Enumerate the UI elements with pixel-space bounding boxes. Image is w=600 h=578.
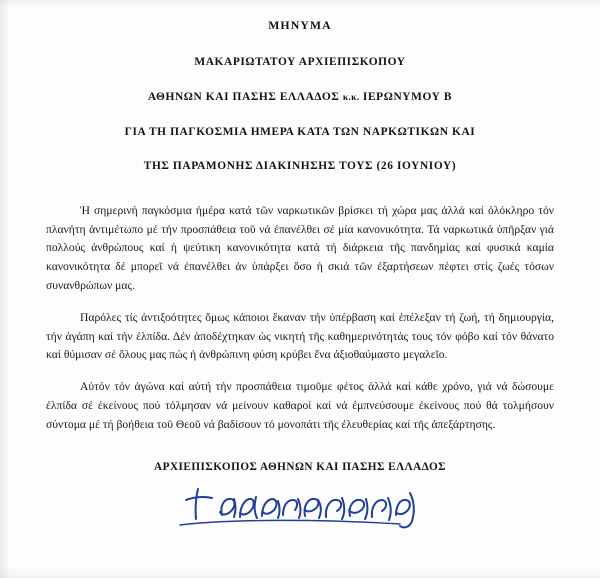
handwritten-signature-icon [170,479,430,531]
heading-line-occasion-2: ΤΗΣ ΠΑΡΑΜΟΝΗΣ ΔΙΑΚΙΝΗΣΗΣ ΤΟΥΣ (26 ΙΟΥΝΙΟΥ) [143,160,457,173]
heading-line-occasion-1: ΓΙΑ ΤΗ ΠΑΓΚΟΣΜΙΑ ΗΜΕΡΑ ΚΑΤΑ ΤΩΝ ΝΑΡΚΩΤΙΚΩΝ ΚΑΙ [124,125,476,138]
heading-see-after: ΙΕΡΩΝΥΜΟΥ Β [359,90,453,103]
paragraph: Παρόλες τίς ἀντιξοότητες ὅμως κάποιοι ἔκαναν τήν ὑπέρβαση καί ἐπέλεξαν τή ζωή, τή δημιουργία, τήν ἀγάπη καί τήν ἐλπίδα. Δέν ἀποδέχτηκαν ὡς νικητή τῆς καθημερινότητάς τους τόν φόβο καί τόν θάνατο καί θύμισαν σέ ὅλους μας πώς ἡ ἀνθρώπινη φύση κρύβει ἕνα ἀξιοθαύμαστο μεγαλεῖο. [46,310,554,362]
paragraph: Ἡ σημερινή παγκόσμια ἡμέρα κατά τῶν ναρκωτικῶν βρίσκει τή χώρα μας ἀλλά καί ὁλόκληρο τόν πλανήτη ἀντιμέτωπο μέ τήν προσπάθεια τοῦ νά ἐπανέλθει σέ μία κανονικότητα. Τά ναρκωτικά ὑπῆρξαν γιά πολλούς ἀνθρώπους καί ἡ ψεύτικη κανονικότητα κατά τή διάρκεια τῆς πανδημίας καί φυσικά καμία κανονικότητα δέ μπορεῖ νά ἐπανέλθει ἀν ὑπάρξει ὅσο ἡ σκιά τῶν ἐξαρτήσεων πέφτει στίς ζωές τόσων συνανθρώπων μας. [46,203,554,293]
document-title: ΜΗΝΥΜΑ [268,18,332,32]
document-heading [46,18,554,174]
heading-line-see [46,91,554,105]
page-bottom-shadow [0,568,600,578]
heading-see-abbrev: κ.κ. [342,91,360,103]
signature-mark [46,479,554,531]
heading-line-archbishop: ΜΑΚΑΡΙΩΤΑΤΟΥ ΑΡΧΙΕΠΙΣΚΟΠΟΥ [194,56,406,69]
page-left-shadow [0,0,10,578]
paragraph: Αὐτόν τόν ἀγώνα καί αὐτή τήν προσπάθεια τιμοῦμε φέτος ἀλλά καί κάθε χρόνο, γιά νά δώσουμε ἐλπίδα σέ ἐκείνους πού τόλμησαν νά μείνουν καθαροί καί νά ἐμπνεύσουμε ἐκείνους πού θά τολμήσουν σύντομα μέ τή βοήθεια τοῦ Θεοῦ νά βαδίσουν τό μονοπάτι τῆς ἐλευθερίας καί τῆς ἀπεξάρτησης. [46,380,554,431]
document-body [46,202,554,435]
heading-see-before: ΑΘΗΝΩΝ ΚΑΙ ΠΑΣΗΣ ΕΛΛΑΔΟΣ [147,90,343,103]
page-top-shadow [0,0,600,8]
signature-caption: ΑΡΧΙΕΠΙΣΚΟΠΟΣ ΑΘΗΝΩΝ ΚΑΙ ΠΑΣΗΣ ΕΛΛΑΔΟΣ [154,460,446,473]
signature-block [46,461,554,531]
